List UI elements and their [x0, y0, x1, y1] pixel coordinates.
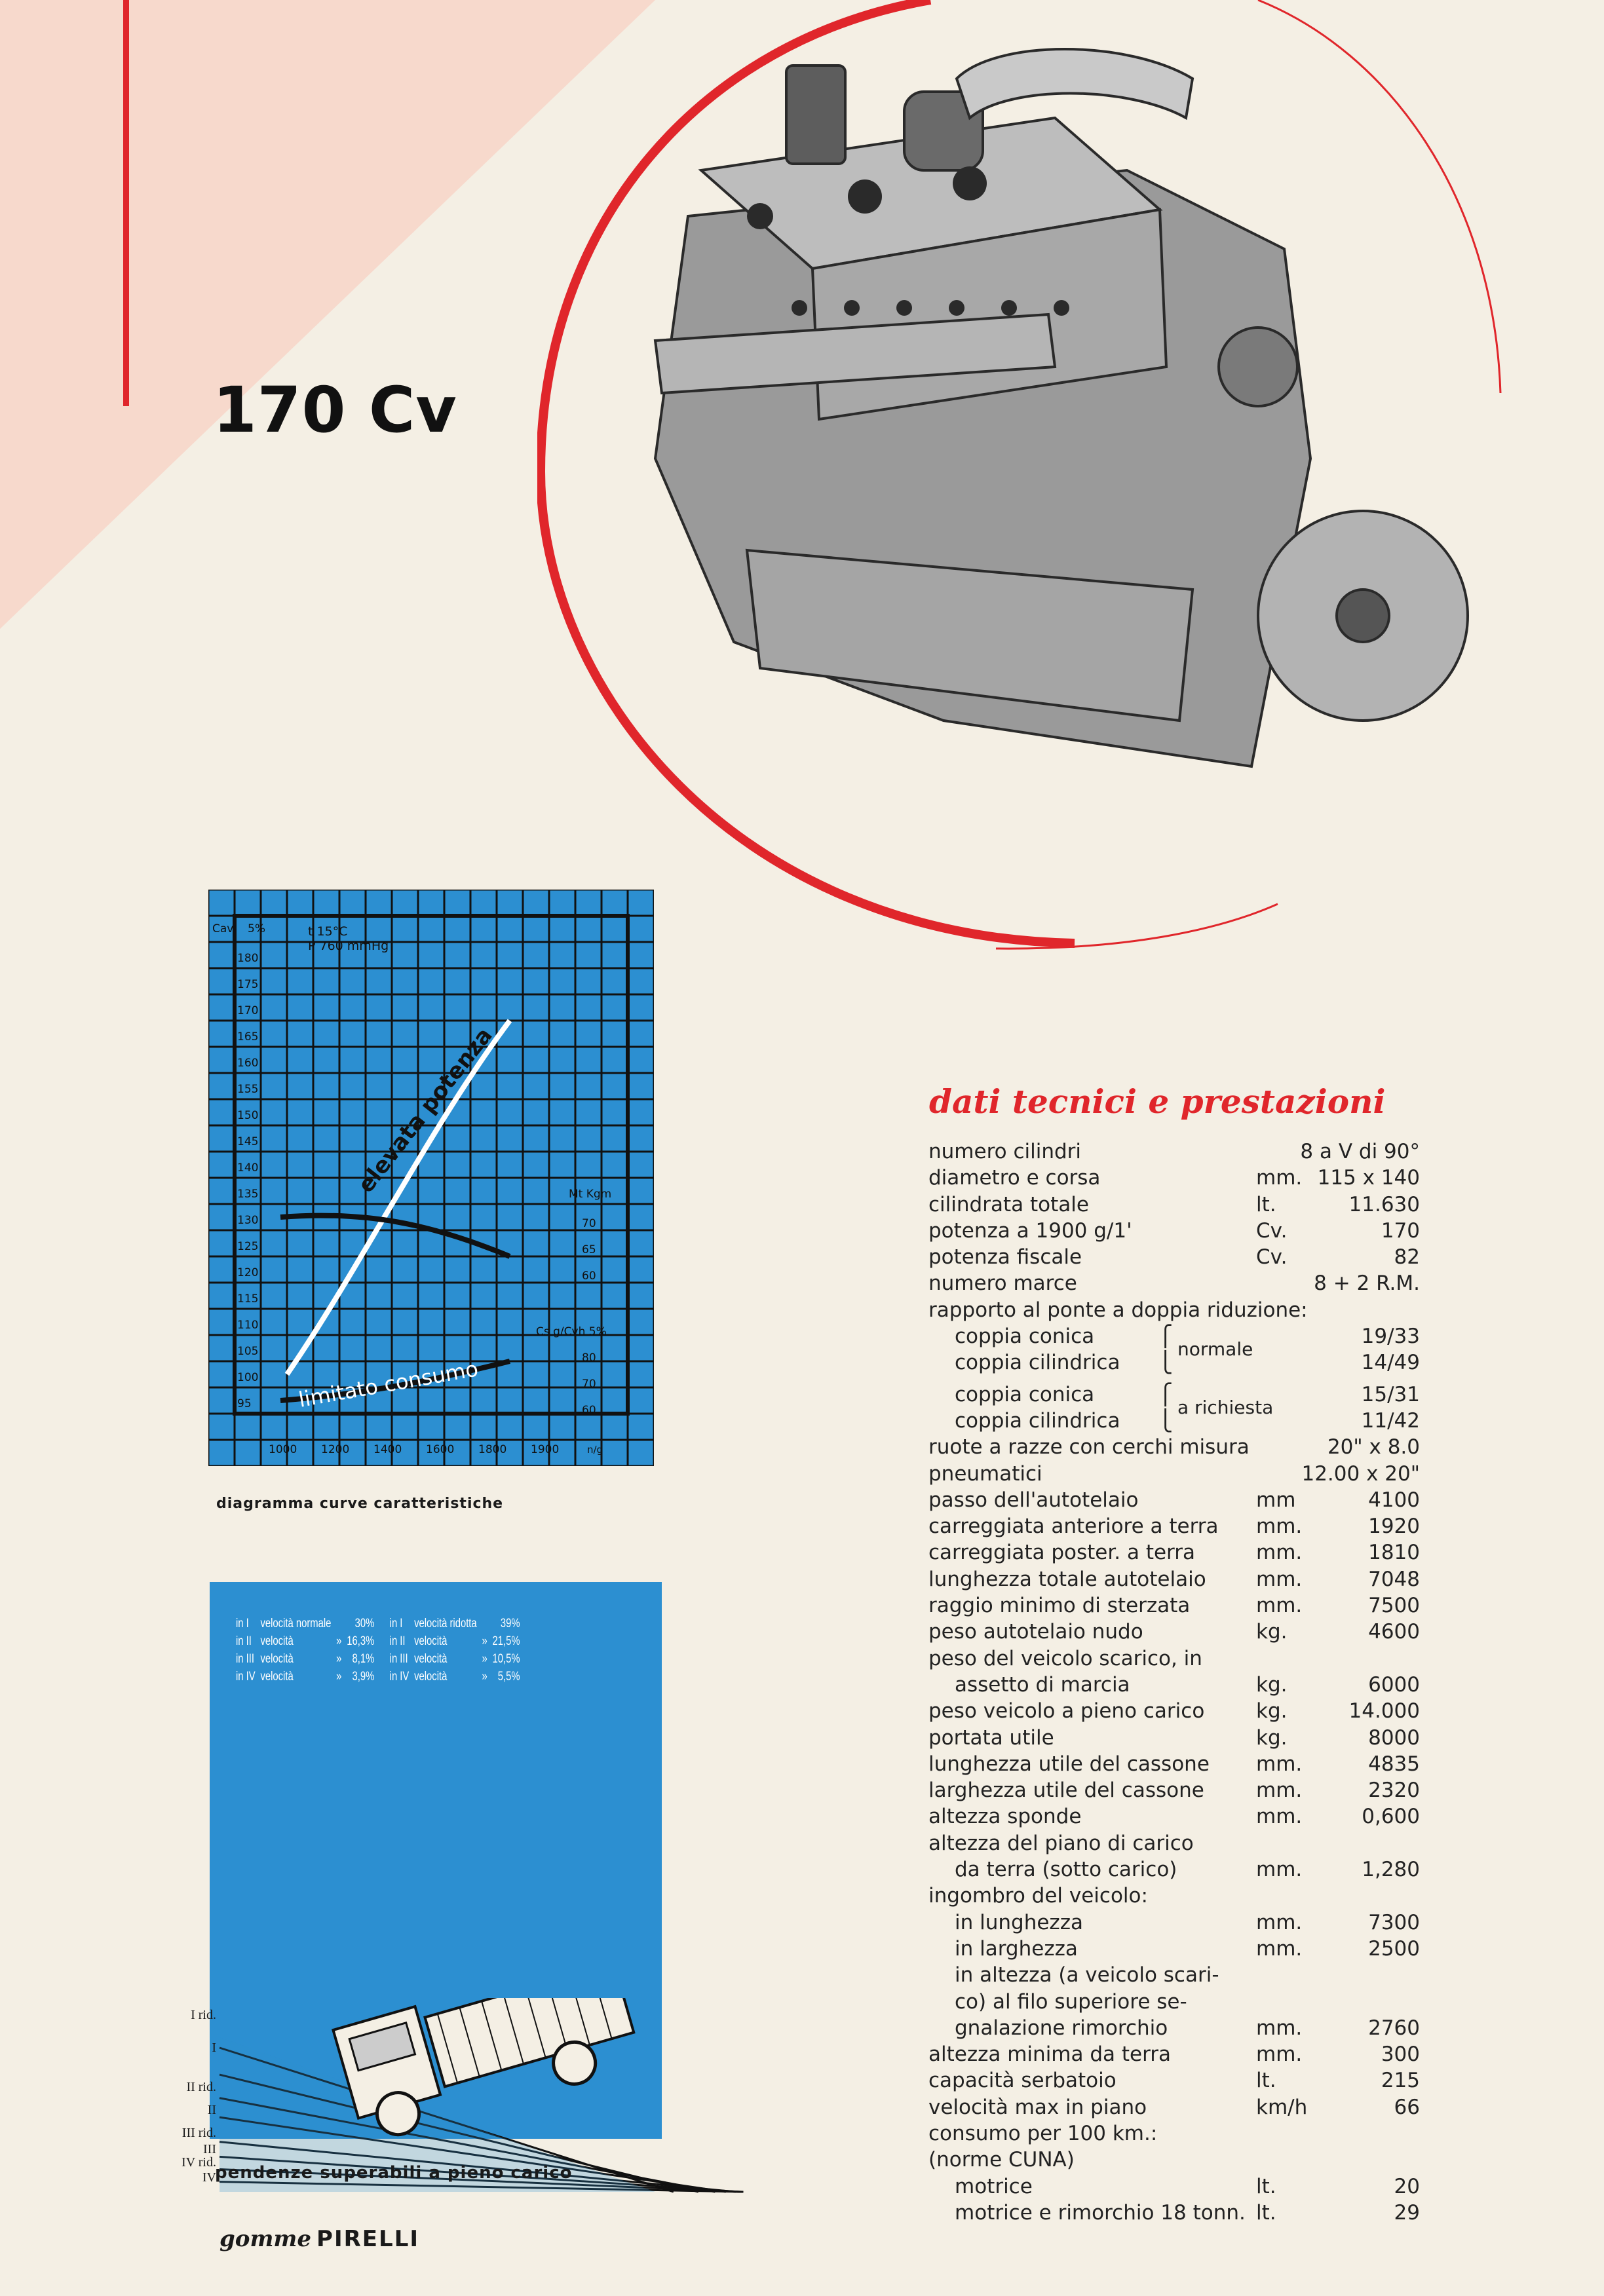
- spec-label: ruote a razze con cerchi misura: [928, 1435, 1250, 1459]
- spec-unit: kg.: [1256, 1699, 1288, 1723]
- torque-tick: 60: [582, 1270, 596, 1283]
- spec-unit: lt.: [1256, 2200, 1276, 2225]
- cav-tick: 105: [237, 1345, 259, 1358]
- spec-value: 0,600: [1362, 1805, 1420, 1829]
- spec-label: passo dell'autotelaio: [928, 1488, 1139, 1512]
- gradeability-ditto: [336, 1615, 347, 1632]
- spec-label: assetto di marcia: [955, 1672, 1130, 1697]
- consumption-tick: 70: [582, 1378, 596, 1391]
- cav-tick: 115: [237, 1292, 259, 1306]
- spec-unit: kg.: [1256, 1620, 1288, 1644]
- rpm-unit: n/g: [587, 1444, 603, 1456]
- spec-unit: mm.: [1256, 1166, 1303, 1190]
- spec-unit: lt.: [1256, 2069, 1276, 2093]
- red-accent-bar: [123, 0, 129, 406]
- cav-tick: 130: [237, 1214, 259, 1227]
- ratio-value: 14/49: [1361, 1351, 1420, 1375]
- condition-label: t 15°C: [308, 924, 348, 939]
- spec-unit: mm.: [1256, 1805, 1303, 1829]
- rpm-tick: 1000: [269, 1443, 297, 1456]
- ratio-group-label: normale: [1177, 1338, 1253, 1361]
- spec-row: [928, 1566, 1426, 1592]
- gradeability-percent: 3,9%: [352, 1670, 375, 1684]
- spec-row: [928, 1270, 1426, 1296]
- spec-label: carreggiata poster. a terra: [928, 1541, 1195, 1565]
- gradeability-row: [236, 1668, 535, 1685]
- cav-tick: 175: [237, 978, 259, 991]
- ratio-label: coppia cilindrica: [955, 1408, 1120, 1433]
- gear-label: III rid.: [181, 2126, 216, 2140]
- spec-label: in larghezza: [955, 1936, 1078, 1961]
- cav-tick: 100: [237, 1371, 259, 1384]
- spec-row: [928, 1910, 1426, 1936]
- gradeability-percent: 21,5%: [492, 1634, 520, 1648]
- gradeability-row: [236, 1632, 535, 1650]
- gradeability-ditto: »: [336, 1652, 342, 1666]
- spec-row: [928, 2120, 1426, 2147]
- gear-label: IV: [202, 2170, 216, 2185]
- spec-row: [928, 1592, 1426, 1619]
- gradeability-percent: 16,3%: [347, 1634, 375, 1648]
- spec-row: [928, 1139, 1426, 1165]
- spec-value: 4100: [1368, 1488, 1420, 1512]
- spec-value: 115 x 140: [1317, 1166, 1420, 1190]
- spec-label: motrice: [955, 2174, 1033, 2198]
- spec-row: [928, 1856, 1426, 1883]
- spec-row: [928, 1487, 1426, 1513]
- specs-title: dati tecnici e prestazioni: [929, 1082, 1386, 1121]
- gear-label: I rid.: [191, 2008, 216, 2022]
- cav-tick: 135: [237, 1188, 259, 1201]
- pirelli-brand: [220, 2226, 419, 2252]
- cav-tick: 140: [237, 1161, 259, 1175]
- gradeability-speed: velocità ridotta: [414, 1617, 477, 1630]
- cav-tick: 165: [237, 1030, 259, 1044]
- gradeability-percent: 30%: [354, 1617, 375, 1630]
- cav-tick: 150: [237, 1109, 259, 1122]
- gradeability-speed: velocità: [414, 1634, 448, 1648]
- brace-icon: ⎧: [1158, 1382, 1174, 1406]
- spec-label: altezza minima da terra: [928, 2042, 1172, 2067]
- spec-row: [928, 1513, 1426, 1539]
- power-curve-label: elevata potenza: [353, 1023, 498, 1198]
- spec-unit: Cv.: [1256, 1245, 1288, 1270]
- spec-row: [928, 1434, 1426, 1460]
- spec-label: lunghezza totale autotelaio: [928, 1567, 1206, 1591]
- gear-label: II rid.: [186, 2080, 216, 2094]
- torque-tick: 70: [582, 1217, 596, 1230]
- spec-row: [928, 1165, 1426, 1191]
- spec-value: 66: [1394, 2095, 1420, 2119]
- consumption-axis-label: Cs g/Cvh 5%: [536, 1325, 607, 1338]
- spec-label: in altezza (a veicolo scari-: [955, 1963, 1219, 1987]
- gradeability-speed: velocità: [260, 1670, 294, 1684]
- spec-row: [928, 1672, 1426, 1698]
- spec-row: [928, 1962, 1426, 1988]
- spec-value: 1810: [1368, 1541, 1420, 1565]
- torque-axis-label: Mt Kgm: [569, 1188, 612, 1201]
- brace-icon: ⎩: [1158, 1351, 1174, 1375]
- gradeability-gear: in IV: [389, 1670, 410, 1684]
- spec-label: rapporto al ponte a doppia riduzione:: [928, 1298, 1308, 1322]
- spec-label: lunghezza utile del cassone: [928, 1752, 1210, 1776]
- spec-unit: km/h: [1256, 2095, 1308, 2119]
- spec-unit: mm.: [1256, 1752, 1303, 1776]
- spec-value: 14.000: [1348, 1699, 1420, 1723]
- spec-label: peso del veicolo scarico, in: [928, 1646, 1202, 1670]
- spec-label: velocità max in piano: [928, 2095, 1147, 2119]
- spec-value: 2500: [1368, 1936, 1420, 1961]
- spec-row: [928, 1725, 1426, 1751]
- gradeability-percent: 10,5%: [492, 1652, 520, 1666]
- ratio-value: 19/33: [1361, 1325, 1420, 1349]
- gear-label: II: [207, 2103, 216, 2117]
- characteristic-curves-chart: [208, 890, 654, 1466]
- spec-unit: lt.: [1256, 1192, 1276, 1216]
- spec-unit: mm.: [1256, 1541, 1303, 1565]
- truck-illustration: [333, 1998, 643, 2145]
- spec-value: 12.00 x 20": [1301, 1461, 1420, 1486]
- spec-unit: kg.: [1256, 1672, 1288, 1697]
- spec-label: ingombro del veicolo:: [928, 1884, 1148, 1908]
- rpm-tick: 1200: [321, 1443, 350, 1456]
- spec-unit: Cv.: [1256, 1218, 1288, 1243]
- gradeability-caption: pendenze superabili a pieno carico: [215, 2163, 573, 2183]
- graph-caption: diagramma curve caratteristiche: [216, 1496, 504, 1512]
- cav-tick: 95: [237, 1397, 252, 1410]
- spec-row: [928, 2094, 1426, 2120]
- spec-row: [928, 1751, 1426, 1777]
- spec-value: 2760: [1368, 2016, 1420, 2040]
- gradeability-ditto: »: [482, 1670, 487, 1684]
- engine-illustration: [537, 0, 1533, 956]
- ratio-label: coppia conica: [955, 1382, 1095, 1406]
- gradeability-speed: velocità: [414, 1652, 448, 1666]
- spec-value: 8000: [1368, 1725, 1420, 1750]
- gradeability-percent: 8,1%: [352, 1652, 375, 1666]
- cav-tick: 145: [237, 1135, 259, 1148]
- spec-unit: mm.: [1256, 1515, 1303, 1539]
- cav-label: Cav: [212, 922, 234, 935]
- spec-value: 300: [1381, 2042, 1420, 2067]
- spec-label: numero marce: [928, 1271, 1077, 1296]
- spec-row: [928, 1777, 1426, 1803]
- spec-row: [928, 1803, 1426, 1830]
- spec-label: portata utile: [928, 1725, 1054, 1750]
- spec-label: da terra (sotto carico): [955, 1858, 1177, 1882]
- gradeability-row: [236, 1615, 535, 1632]
- spec-row: [928, 2200, 1426, 2226]
- consumption-tick: 80: [582, 1351, 596, 1364]
- gradeability-gear: in III: [236, 1652, 255, 1666]
- spec-value: 7500: [1368, 1594, 1420, 1618]
- gradeability-ditto: »: [336, 1670, 342, 1684]
- spec-unit: mm.: [1256, 1910, 1303, 1934]
- spec-row: [928, 1619, 1426, 1645]
- brand-prefix: gomme: [220, 2226, 312, 2252]
- ratio-row: [928, 1349, 1426, 1376]
- gradeability-speed: velocità: [260, 1652, 294, 1666]
- gradeability-row: [236, 1650, 535, 1668]
- spec-value: 215: [1381, 2069, 1420, 2093]
- spec-row: [928, 2174, 1426, 2200]
- rpm-tick: 1900: [531, 1443, 560, 1456]
- spec-row: [928, 2147, 1426, 2173]
- spec-row: [928, 2067, 1426, 2094]
- spec-label: potenza a 1900 g/1': [928, 1218, 1132, 1243]
- spec-row: [928, 1539, 1426, 1566]
- cav-unit: 5%: [248, 922, 265, 935]
- spec-value: 8 a V di 90°: [1300, 1140, 1420, 1163]
- spec-row: [928, 1461, 1426, 1487]
- spec-label: gnalazione rimorchio: [955, 2016, 1168, 2040]
- torque-tick: 65: [582, 1243, 596, 1256]
- spec-label: consumo per 100 km.:: [928, 2121, 1158, 2145]
- ratio-label: coppia conica: [955, 1325, 1095, 1349]
- spec-label: pneumatici: [928, 1461, 1042, 1486]
- consumption-curve-label: limitato consumo: [296, 1356, 480, 1412]
- gradeability-gear: in II: [236, 1634, 252, 1648]
- spec-value: 82: [1394, 1245, 1420, 1270]
- ratio-label: coppia cilindrica: [955, 1351, 1120, 1375]
- brace-icon: ⎩: [1158, 1408, 1174, 1433]
- spec-value: 2320: [1368, 1778, 1420, 1803]
- spec-value: 8 + 2 R.M.: [1314, 1271, 1420, 1296]
- spec-value: 170: [1381, 1218, 1420, 1243]
- rpm-tick: 1400: [373, 1443, 402, 1456]
- gradeability-gear: in III: [389, 1652, 408, 1666]
- ratio-value: 15/31: [1361, 1382, 1420, 1406]
- spec-label: larghezza utile del cassone: [928, 1778, 1204, 1803]
- spec-value: 20: [1394, 2174, 1420, 2198]
- spec-label: potenza fiscale: [928, 1245, 1082, 1270]
- spec-row: [928, 1297, 1426, 1323]
- gradeability-gear: in I: [236, 1617, 249, 1630]
- ratio-row: [928, 1323, 1426, 1361]
- spec-value: 1,280: [1362, 1858, 1420, 1882]
- spec-label: altezza sponde: [928, 1805, 1082, 1829]
- spec-value: 11.630: [1348, 1192, 1420, 1216]
- cav-tick: 155: [237, 1083, 259, 1096]
- ratio-group-label: a richiesta: [1177, 1396, 1274, 1418]
- ratio-row: [928, 1408, 1426, 1434]
- page-title: 170 Cv: [213, 373, 457, 447]
- specs-list: [928, 1139, 1426, 2226]
- cav-tick: 110: [237, 1319, 259, 1332]
- spec-label: peso veicolo a pieno carico: [928, 1699, 1205, 1723]
- spec-row: [928, 1244, 1426, 1270]
- gradeability-percent: 39%: [500, 1617, 520, 1630]
- spec-label: numero cilindri: [928, 1140, 1082, 1163]
- cav-tick: 170: [237, 1004, 259, 1017]
- spec-row: [928, 1936, 1426, 1962]
- gradeability-percent: 5,5%: [497, 1670, 520, 1684]
- gear-label: IV rid.: [181, 2155, 216, 2170]
- spec-value: 4600: [1368, 1620, 1420, 1644]
- gradeability-ditto: »: [482, 1652, 487, 1666]
- gear-label: I: [212, 2041, 216, 2055]
- spec-label: capacità serbatoio: [928, 2069, 1117, 2093]
- spec-value: 7300: [1368, 1910, 1420, 1934]
- gradeability-ditto: »: [336, 1634, 342, 1648]
- cav-tick: 120: [237, 1266, 259, 1279]
- spec-value: 6000: [1368, 1672, 1420, 1697]
- ratio-value: 11/42: [1361, 1408, 1420, 1433]
- spec-unit: mm.: [1256, 2042, 1303, 2067]
- spec-unit: kg.: [1256, 1725, 1288, 1750]
- spec-label: (norme CUNA): [928, 2148, 1075, 2172]
- spec-row: [928, 1646, 1426, 1672]
- spec-row: [928, 1218, 1426, 1244]
- gradeability-gear: in IV: [236, 1670, 256, 1684]
- spec-label: motrice e rimorchio 18 tonn.: [955, 2200, 1246, 2225]
- spec-unit: mm.: [1256, 1594, 1303, 1618]
- spec-value: 4835: [1368, 1752, 1420, 1776]
- gradeability-speed: velocità normale: [260, 1617, 332, 1630]
- spec-value: 1920: [1368, 1515, 1420, 1539]
- gradeability-speed: velocità: [414, 1670, 448, 1684]
- truck-bed: [425, 1998, 634, 2086]
- spec-unit: mm.: [1256, 1936, 1303, 1961]
- gradeability-ditto: »: [482, 1634, 487, 1648]
- spec-unit: mm.: [1256, 1567, 1303, 1591]
- gradeability-table: [236, 1615, 535, 1685]
- gradeability-ditto: [482, 1615, 492, 1632]
- gear-label: III: [203, 2142, 216, 2156]
- spec-row: [928, 1192, 1426, 1218]
- spec-value: 20" x 8.0: [1327, 1435, 1420, 1459]
- spec-label: in lunghezza: [955, 1910, 1083, 1934]
- spec-unit: lt.: [1256, 2174, 1276, 2198]
- spec-row: [928, 1883, 1426, 1909]
- ratio-row: [928, 1382, 1426, 1418]
- spec-unit: mm.: [1256, 2016, 1303, 2040]
- spec-row: [928, 1989, 1426, 2015]
- spec-row: [928, 2015, 1426, 2041]
- consumption-tick: 60: [582, 1404, 596, 1417]
- spec-row: [928, 2041, 1426, 2067]
- rpm-tick: 1800: [478, 1443, 507, 1456]
- spec-label: carreggiata anteriore a terra: [928, 1515, 1219, 1539]
- spec-label: diametro e corsa: [928, 1166, 1101, 1190]
- spec-unit: mm: [1256, 1488, 1296, 1512]
- gradeability-gear: in I: [389, 1617, 403, 1630]
- gradeability-speed: velocità: [260, 1634, 294, 1648]
- spec-label: co) al filo superiore se-: [955, 1989, 1187, 2014]
- brand-name: PIRELLI: [316, 2226, 420, 2252]
- spec-row: [928, 1698, 1426, 1724]
- cav-tick: 180: [237, 952, 259, 965]
- spec-row: [928, 1830, 1426, 1856]
- spec-label: peso autotelaio nudo: [928, 1620, 1143, 1644]
- cav-tick: 160: [237, 1057, 259, 1070]
- spec-value: 29: [1394, 2200, 1420, 2225]
- spec-value: 7048: [1368, 1567, 1420, 1591]
- spec-label: altezza del piano di carico: [928, 1831, 1194, 1855]
- condition-label: P 760 mmHg: [308, 939, 389, 953]
- brace-icon: ⎧: [1158, 1325, 1174, 1349]
- rpm-tick: 1600: [426, 1443, 455, 1456]
- spec-unit: mm.: [1256, 1858, 1303, 1882]
- gradeability-gear: in II: [389, 1634, 406, 1648]
- spec-label: raggio minimo di sterzata: [928, 1594, 1191, 1618]
- cav-tick: 125: [237, 1240, 259, 1253]
- spec-label: cilindrata totale: [928, 1192, 1089, 1216]
- spec-unit: mm.: [1256, 1778, 1303, 1803]
